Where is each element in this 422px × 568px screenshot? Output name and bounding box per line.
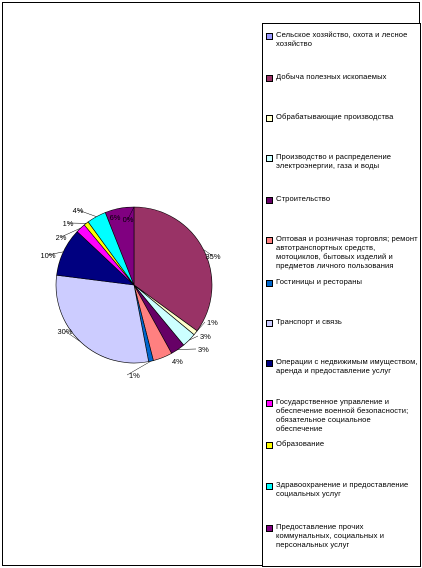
legend-label-8: Транспорт и связь (276, 317, 342, 326)
legend-swatch-5 (266, 197, 273, 204)
legend-swatch-8 (266, 320, 273, 327)
legend-swatch-4 (266, 155, 273, 162)
data-label-8: 30% (57, 327, 73, 336)
legend-label-1: Сельское хозяйство, охота и лесное хозяйство (276, 30, 408, 48)
legend-swatch-3 (266, 115, 273, 122)
legend-item-8 (266, 317, 418, 327)
data-label-11: 1% (62, 219, 74, 228)
legend-label-4: Производство и распределение электроэнергии, газа и воды (276, 152, 392, 170)
data-label-12: 4% (72, 206, 84, 215)
legend-item-2 (266, 72, 418, 82)
data-label-1: 0% (122, 215, 134, 224)
legend-item-13 (266, 522, 418, 549)
legend-item-6 (266, 234, 418, 270)
legend-swatch-13 (266, 525, 273, 532)
legend-label-13: Предоставление прочих коммунальных, социальных и персональных услуг (276, 522, 385, 549)
legend-label-12: Здравоохранение и предоставление социальных услуг (276, 480, 409, 498)
legend-swatch-11 (266, 442, 273, 449)
data-label-9: 10% (40, 251, 56, 260)
legend-label-7: Гостиницы и рестораны (276, 277, 363, 286)
legend-item-1 (266, 30, 418, 48)
legend-label-6: Оптовая и розничная торговля; ремонт автотранспортных средств, мотоциклов, бытовых изделий и предметов личного пользования (276, 234, 418, 270)
legend-swatch-1 (266, 33, 273, 40)
data-label-7: 1% (129, 371, 140, 380)
legend-label-9: Операции с недвижимым имуществом, аренда и предоставление услуг (276, 357, 418, 375)
data-label-6: 4% (172, 357, 183, 366)
legend-item-3 (266, 112, 418, 122)
data-label-2: 35% (205, 252, 221, 261)
data-label-10: 2% (55, 233, 67, 242)
chart-frame (2, 2, 420, 566)
legend-label-3: Обрабатывающие производства (276, 112, 394, 121)
data-label-3: 1% (207, 318, 218, 327)
data-label-5: 3% (198, 345, 209, 354)
legend-swatch-9 (266, 360, 273, 367)
data-label-4: 3% (200, 332, 211, 341)
slice-8 (56, 275, 149, 363)
legend-item-7 (266, 277, 418, 287)
legend-item-10 (266, 397, 418, 433)
legend-swatch-2 (266, 75, 273, 82)
data-label-13: 6% (109, 213, 121, 222)
legend-item-11 (266, 439, 418, 449)
legend-swatch-10 (266, 400, 273, 407)
legend-item-9 (266, 357, 418, 375)
leader-line-5 (178, 349, 196, 350)
legend-swatch-7 (266, 280, 273, 287)
legend-item-12 (266, 480, 418, 498)
legend-item-5 (266, 194, 418, 204)
legend-label-10: Государственное управление и обеспечение военной безопасности; обязательное социальное обеспечение (276, 397, 409, 433)
legend-label-5: Строительство (276, 194, 331, 203)
legend-label-2: Добыча полезных ископаемых (276, 72, 387, 81)
chart-legend (262, 23, 421, 567)
pie-chart (3, 3, 261, 567)
legend-swatch-12 (266, 483, 273, 490)
legend-swatch-6 (266, 237, 273, 244)
legend-label-11: Образование (276, 439, 325, 448)
legend-item-4 (266, 152, 418, 170)
